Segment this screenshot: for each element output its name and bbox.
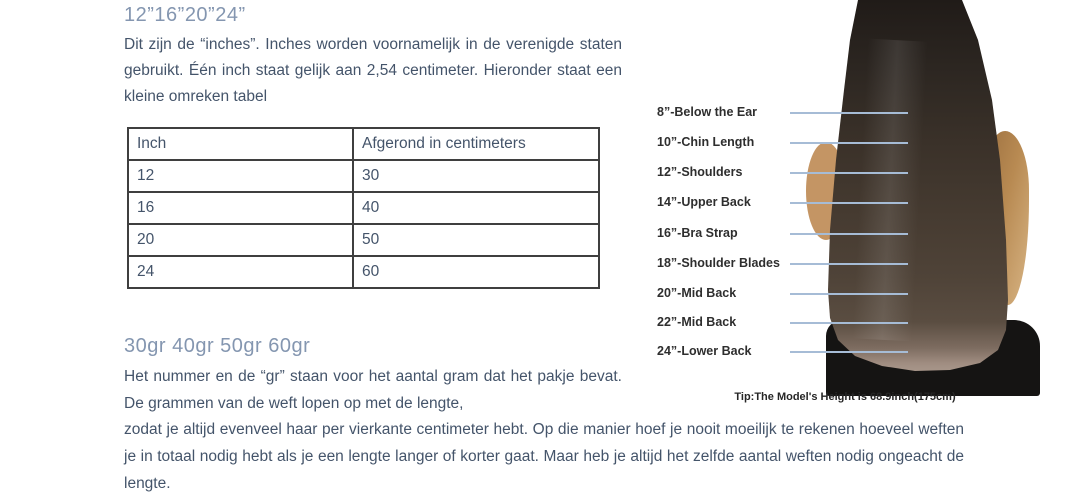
inch-to-cm-table: [127, 127, 600, 289]
table-row: [128, 192, 599, 224]
length-label-8in: 8”-Below the Ear: [657, 105, 758, 119]
table-header-row: [128, 128, 599, 160]
length-label-20in: 20”-Mid Back: [657, 286, 737, 300]
pointer-line-18in: [790, 263, 908, 265]
table-cell-cm: 40: [353, 192, 599, 224]
table-row: [128, 160, 599, 192]
table-row: [128, 224, 599, 256]
length-label-18in: 18”-Shoulder Blades: [657, 256, 780, 270]
table-header-cm: Afgerond in centimeters: [353, 128, 599, 160]
pointer-line-22in: [790, 322, 908, 324]
inches-heading: 12”16”20”24”: [124, 4, 246, 26]
length-label-10in: 10”-Chin Length: [657, 135, 755, 149]
length-label-22in: 22”-Mid Back: [657, 315, 737, 329]
model-height-tip: Tip:The Model's Height is 68.9inch(175cm): [734, 391, 956, 403]
table-row: [128, 256, 599, 288]
table-cell-inch: 12: [128, 160, 353, 192]
grams-paragraph-narrow: Het nummer en de “gr” staan voor het aantal gram dat het pakje bevat. De grammen van de weft lopen op met de lengte,: [124, 368, 622, 412]
pointer-line-10in: [790, 142, 908, 144]
inches-paragraph: Dit zijn de “inches”. Inches worden voornamelijk in de verenigde staten gebruikt. Één inch staat gelijk aan 2,54 centimeter. Hieronder staat een kleine omreken tabel: [124, 36, 622, 105]
length-label-12in: 12”-Shoulders: [657, 165, 743, 179]
table-cell-cm: 30: [353, 160, 599, 192]
length-label-16in: 16”-Bra Strap: [657, 226, 738, 240]
pointer-line-20in: [790, 293, 908, 295]
table-cell-inch: 20: [128, 224, 353, 256]
hair-model-photo: [820, 0, 1078, 396]
table-cell-cm: 50: [353, 224, 599, 256]
pointer-line-16in: [790, 233, 908, 235]
grams-heading: 30gr 40gr 50gr 60gr: [124, 335, 311, 357]
table-cell-cm: 60: [353, 256, 599, 288]
grams-paragraph-wide: zodat je altijd evenveel haar per vierkante centimeter hebt. Op die manier hoef je nooit moeilijk te rekenen hoeveel weften je in totaal nodig hebt als je een lengte langer of korter gaat. Maar heb je altijd het zelfde aantal weften nodig ongeacht de lengte.: [124, 421, 964, 492]
table-cell-inch: 24: [128, 256, 353, 288]
pointer-line-14in: [790, 202, 908, 204]
pointer-line-8in: [790, 112, 908, 114]
table-header-inch: Inch: [128, 128, 353, 160]
pointer-line-24in: [790, 351, 908, 353]
pointer-line-12in: [790, 172, 908, 174]
length-label-24in: 24”-Lower Back: [657, 344, 752, 358]
length-label-14in: 14”-Upper Back: [657, 195, 751, 209]
table-cell-inch: 16: [128, 192, 353, 224]
